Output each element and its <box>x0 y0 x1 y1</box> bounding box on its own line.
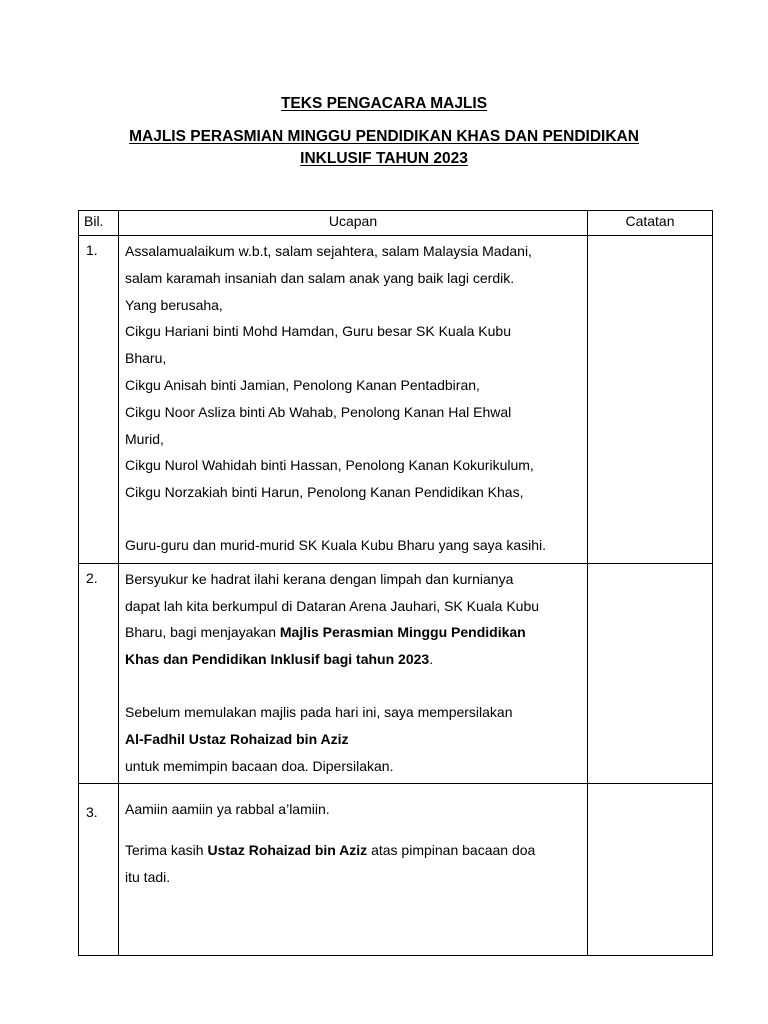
table-row <box>79 563 713 784</box>
ucapan-line: Aamiin aamiin ya rabbal a’lamiin. <box>125 801 330 818</box>
subtitle-line-1: MAJLIS PERASMIAN MINGGU PENDIDIKAN KHAS DAN PENDIDIKAN <box>129 128 639 145</box>
ucapan-line: Assalamualaikum w.b.t, salam sejahtera, salam Malaysia Madani, <box>125 243 532 259</box>
ucapan-line <box>125 726 581 753</box>
ucapan-line: Cikgu Hariani binti Mohd Hamdan, Guru besar SK Kuala Kubu <box>125 323 511 340</box>
ucapan-line: Cikgu Anisah binti Jamian, Penolong Kanan Pentadbiran, <box>125 376 480 393</box>
row-number: 1. <box>79 236 119 564</box>
ucapan-line: Guru-guru dan murid-murid SK Kuala Kubu Bharu yang saya kasihi. <box>125 536 546 553</box>
row-number: 2. <box>79 563 119 784</box>
header-catatan: Catatan <box>588 211 713 236</box>
ucapan-line: Sebelum memulakan majlis pada hari ini, saya mempersilakan <box>125 703 513 720</box>
speaker-name-bold: Ustaz Rohaizad bin Aziz <box>207 842 368 859</box>
ucapan-line: Murid, <box>125 430 164 447</box>
row-catatan <box>588 784 713 956</box>
ucapan-line: Cikgu Nurol Wahidah binti Hassan, Penolong Kanan Kokurikulum, <box>125 457 534 474</box>
row-catatan <box>588 563 713 784</box>
ucapan-text: atas pimpinan bacaan doa <box>367 842 536 859</box>
ucapan-text: Bharu, bagi menjayakan <box>125 624 280 641</box>
ucapan-line: salam karamah insaniah dan salam anak yang baik lagi cerdik. <box>125 269 515 286</box>
ucapan-line <box>125 837 581 864</box>
row-ucapan <box>119 784 588 956</box>
paragraph-gap <box>125 506 581 532</box>
paragraph-gap <box>125 673 581 699</box>
paragraph-gap <box>125 823 581 837</box>
ucapan-line: Cikgu Noor Asliza binti Ab Wahab, Penolong Kanan Hal Ehwal <box>125 403 512 420</box>
ucapan-line: Yang berusaha, <box>125 296 223 313</box>
row-catatan <box>588 236 713 564</box>
table-row <box>79 784 713 956</box>
header-ucapan: Ucapan <box>119 211 588 236</box>
table-header-row <box>79 211 713 236</box>
event-name-bold: Khas dan Pendidikan Inklusif bagi tahun 2023 <box>125 651 430 668</box>
ucapan-line <box>125 646 581 673</box>
ucapan-line: Bersyukur ke hadrat ilahi kerana dengan limpah dan kurnianya <box>125 570 514 587</box>
ucapan-line: itu tadi. <box>125 868 171 885</box>
event-name-bold: Majlis Perasmian Minggu Pendidikan <box>279 624 526 641</box>
document-subtitle <box>0 126 768 170</box>
row-ucapan <box>119 563 588 784</box>
document-title: TEKS PENGACARA MAJLIS <box>280 95 488 112</box>
ucapan-text: Terima kasih <box>125 842 208 859</box>
speaker-name-bold: Al-Fadhil Ustaz Rohaizad bin Aziz <box>125 730 349 747</box>
row-number: 3. <box>79 784 119 956</box>
header-bil: Bil. <box>79 211 119 236</box>
ucapan-line: untuk memimpin bacaan doa. Dipersilakan. <box>125 757 394 774</box>
table-row <box>79 236 713 564</box>
ucapan-line: Cikgu Norzakiah binti Harun, Penolong Kanan Pendidikan Khas, <box>125 484 524 501</box>
ucapan-line <box>125 619 581 646</box>
subtitle-line-2: INKLUSIF TAHUN 2023 <box>300 150 468 167</box>
emcee-script-table <box>78 210 713 956</box>
ucapan-line: Bharu, <box>125 350 167 367</box>
row-ucapan <box>119 236 588 564</box>
ucapan-line: dapat lah kita berkumpul di Dataran Arena Jauhari, SK Kuala Kubu <box>125 597 540 614</box>
ucapan-text: . <box>429 651 434 668</box>
